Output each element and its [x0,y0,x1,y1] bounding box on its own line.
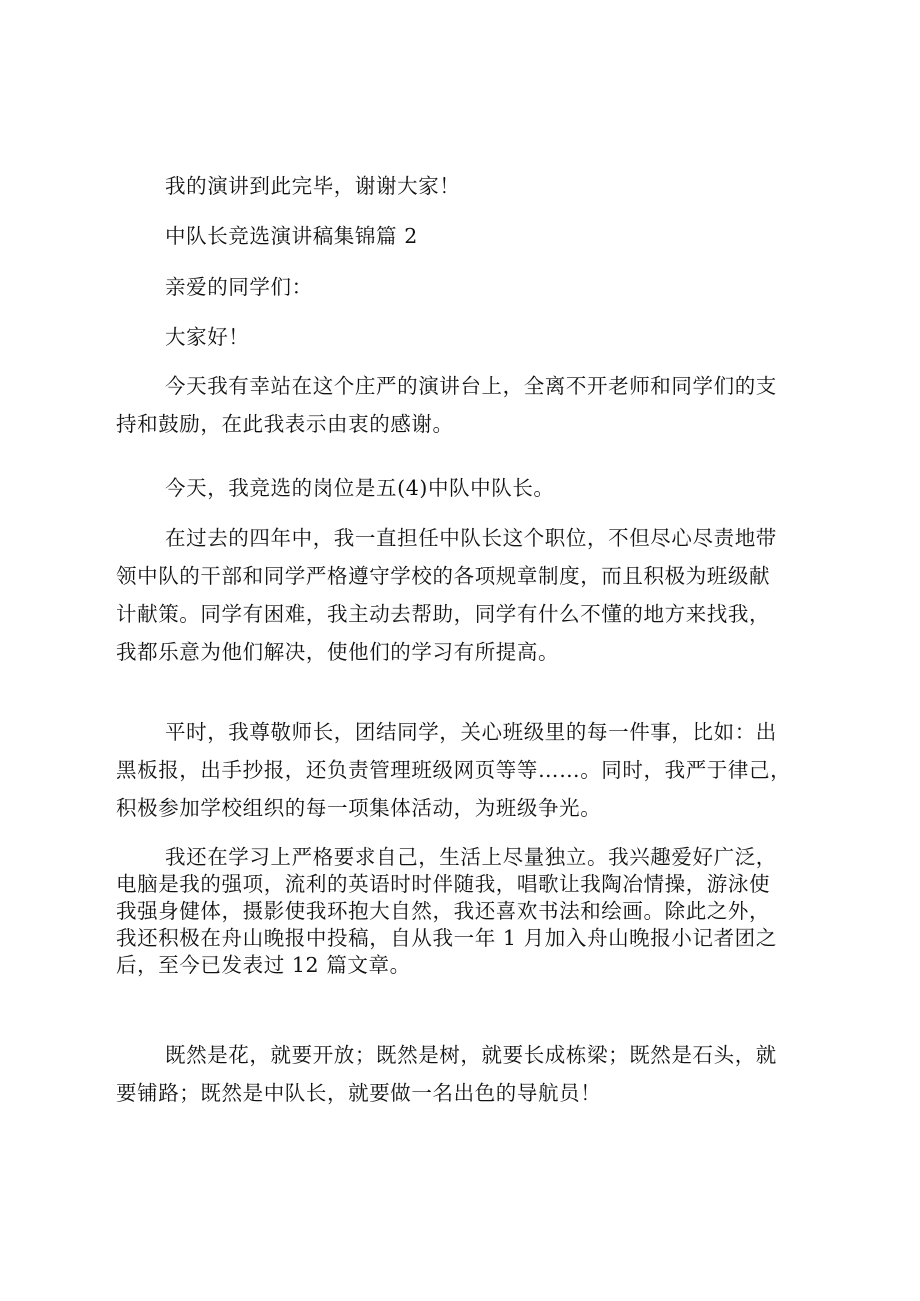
text-line: 要铺路；既然是中队长，就要做一名出色的导航员！ [116,1081,602,1105]
text-line: 亲爱的同学们： [165,275,313,299]
text-line: 我都乐意为他们解决，使他们的学习有所提高。 [116,640,560,664]
paragraph-daily [116,713,828,827]
text-line: 既然是花，就要开放；既然是树，就要长成栋梁；既然是石头，就 [165,1043,777,1067]
text-line: 我还积极在舟山晚报中投稿，自从我一年 1 月加入舟山晚报小记者团之 [116,926,777,950]
salutation [116,268,828,306]
text-line: 领中队的干部和同学严格遵守学校的各项规章制度，而且积极为班级献 [116,564,771,588]
text-line: 在过去的四年中，我一直担任中队长这个职位，不但尽心尽责地带 [165,526,777,550]
text-line: 后，至今已发表过 12 篇文章。 [116,953,411,977]
text-line: 电脑是我的强项，流利的英语时时伴随我，唱歌让我陶冶情操，游泳使 [116,872,771,896]
closing-remark [116,167,828,205]
text-line: 持和鼓励，在此我表示由衷的感谢。 [116,412,454,436]
text-line: 我强身健体，摄影使我环抱大自然，我还喜欢书法和绘画。除此之外， [116,899,771,923]
text-line: 黑板报，出手抄报，还负责管理班级网页等等……。同时，我严于律己， [116,758,792,782]
section-title [116,217,828,255]
paragraph-position [116,469,828,507]
text-line: 大家好！ [165,325,250,349]
text-line: 今天，我竞选的岗位是五(4)中队中队长。 [165,476,555,500]
text-line: 我的演讲到此完毕，谢谢大家！ [165,174,461,198]
text-line: 计献策。同学有困难，我主动去帮助，同学有什么不懂的地方来找我， [116,602,771,626]
paragraph-ending [116,1036,828,1112]
paragraph-intro [116,367,828,443]
greeting [116,318,828,356]
text-line: 今天我有幸站在这个庄严的演讲台上，全离不开老师和同学们的支 [165,374,777,398]
text-line: 积极参加学校组织的每一项集体活动，为班级争光。 [116,796,602,820]
paragraph-experience [116,519,828,671]
text-line: 中队长竞选演讲稿集锦篇 2 [165,224,418,248]
text-line: 平时，我尊敬师长，团结同学，关心班级里的每一件事，比如：出 [165,720,777,744]
paragraph-hobbies [116,844,828,979]
text-line: 我还在学习上严格要求自己，生活上尽量独立。我兴趣爱好广泛， [165,845,777,869]
